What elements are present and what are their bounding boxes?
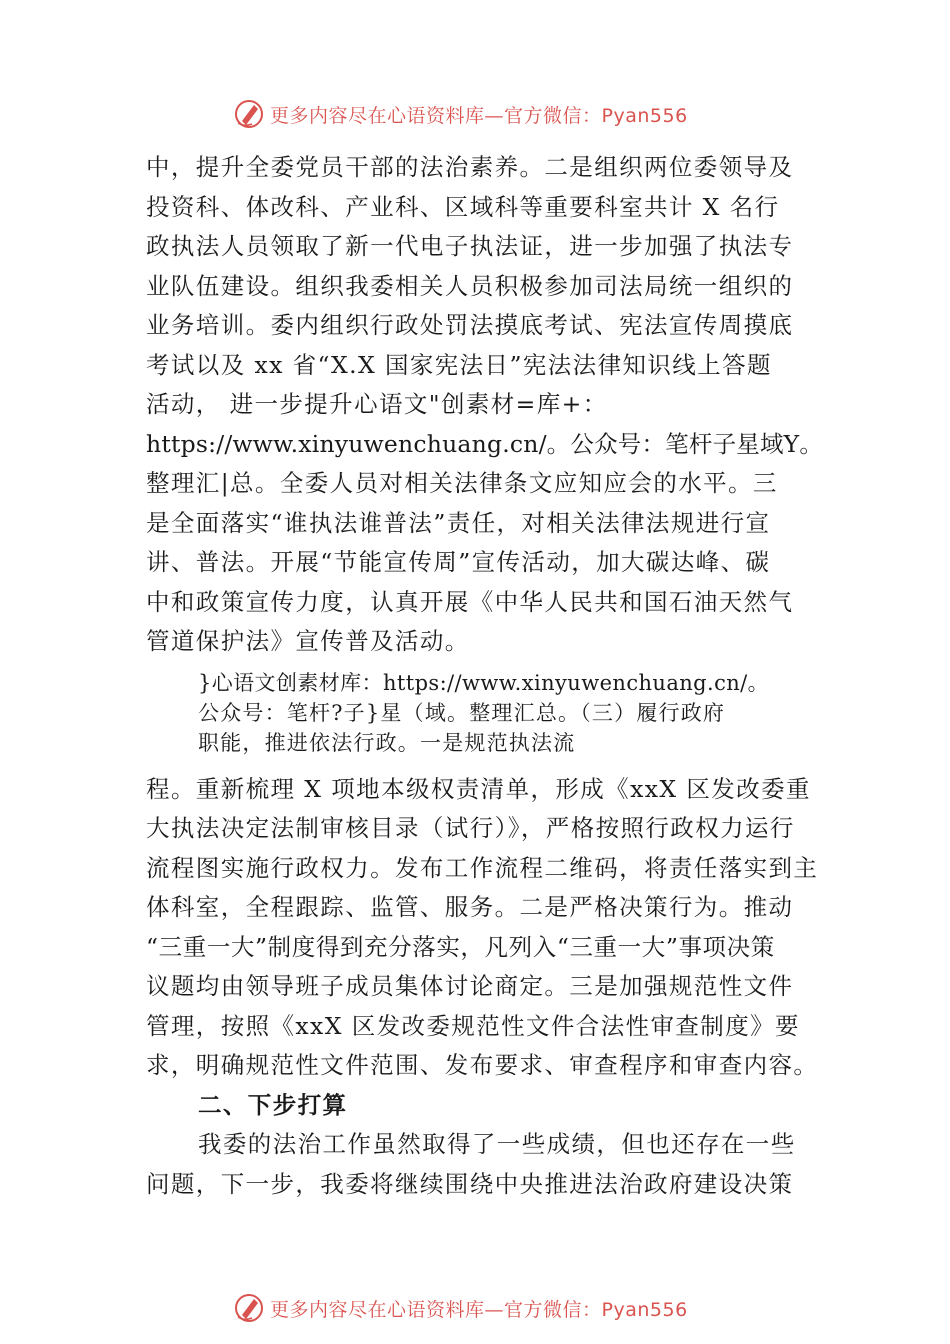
text-line: 是全面落实“谁执法谁普法”责任，对相关法律法规进行宣 [146,508,771,537]
watermark-text: 更多内容尽在心语资料库—官方微信：Pyan556 [270,1298,688,1321]
text-line: 讲、普法。开展“节能宣传周”宣传活动，加大碳达峰、碳 [146,548,771,576]
text-line: 体科室，全程跟踪、监管、服务。二是严格决策行为。推动 [146,893,794,921]
text-line: 职能，推进依法行政。一是规范执法流 [198,730,576,755]
paragraph-block-1 [146,148,824,662]
watermark-header [232,96,688,132]
paragraph-block-4 [146,1125,818,1204]
text-line: 程。重新梳理 X 项地本级权责清单，形成《xxX 区发改委重 [146,774,811,803]
text-line: 流程图实施行政权力。发布工作流程二维码，将责任落实到主 [146,853,819,882]
text-line: }心语文创素材库：https://www.xinyuwenchuang.cn/。 [198,670,770,695]
text-line: 管理，按照《xxX 区发改委规范性文件合法性审查制度》要 [146,1011,800,1040]
text-line: 求，明确规范性文件范围、发布要求、审查程序和审查内容。 [146,1051,819,1079]
text-line: 整理汇|总。全委人员对相关法律条文应知应会的水平。三 [146,469,778,497]
text-line: 考试以及 xx 省“X.X 国家宪法日”宪法法律知识线上答题 [146,350,772,379]
text-line: “三重一大”制度得到充分落实，凡列入“三重一大”事项决策 [146,932,775,961]
text-line: https://www.xinyuwenchuang.cn/。公众号：笔杆子星域Y。 [146,429,824,458]
text-line: 管道保护法》宣传普及活动。 [146,627,470,655]
text-line: 问题，下一步，我委将继续围绕中央推进法治政府建设决策 [146,1169,794,1198]
section-heading: 二、下步打算 [198,1090,348,1119]
text-line: 政执法人员领取了新一代电子执法证，进一步加强了执法专 [146,232,794,260]
text-line: 活动， 进一步提升心语文"创素材=库+： [146,390,608,418]
paragraph-block-2 [146,668,818,758]
text-line: 公众号：笔杆?子}星（域。整理汇总。（三）履行政府 [198,700,726,725]
pen-nib-logo-icon [232,97,266,131]
document-body [146,148,824,1204]
text-line: 投资科、体改科、产业科、区域科等重要科室共计 X 名行 [146,192,780,221]
text-line: 议题均由领导班子成员集体讨论商定。三是加强规范性文件 [146,972,794,1000]
pen-nib-logo-icon [232,1291,266,1325]
text-line: 业务培训。委内组织行政处罚法摸底考试、宪法宣传周摸底 [146,311,794,339]
text-line: 业队伍建设。组织我委相关人员积极参加司法局统一组织的 [146,271,794,300]
text-line: 中，提升全委党员干部的法治素养。二是组织两位委领导及 [146,153,794,181]
watermark-footer [232,1290,688,1326]
paragraph-block-3 [146,770,818,1086]
text-line: 大执法决定法制审核目录（试行）》，严格按照行政权力运行 [146,814,795,842]
text-line: 中和政策宣传力度，认真开展《中华人民共和国石油天然气 [146,587,794,616]
text-line: 我委的法治工作虽然取得了一些成绩，但也还存在一些 [198,1130,796,1158]
watermark-text: 更多内容尽在心语资料库—官方微信：Pyan556 [270,104,688,127]
